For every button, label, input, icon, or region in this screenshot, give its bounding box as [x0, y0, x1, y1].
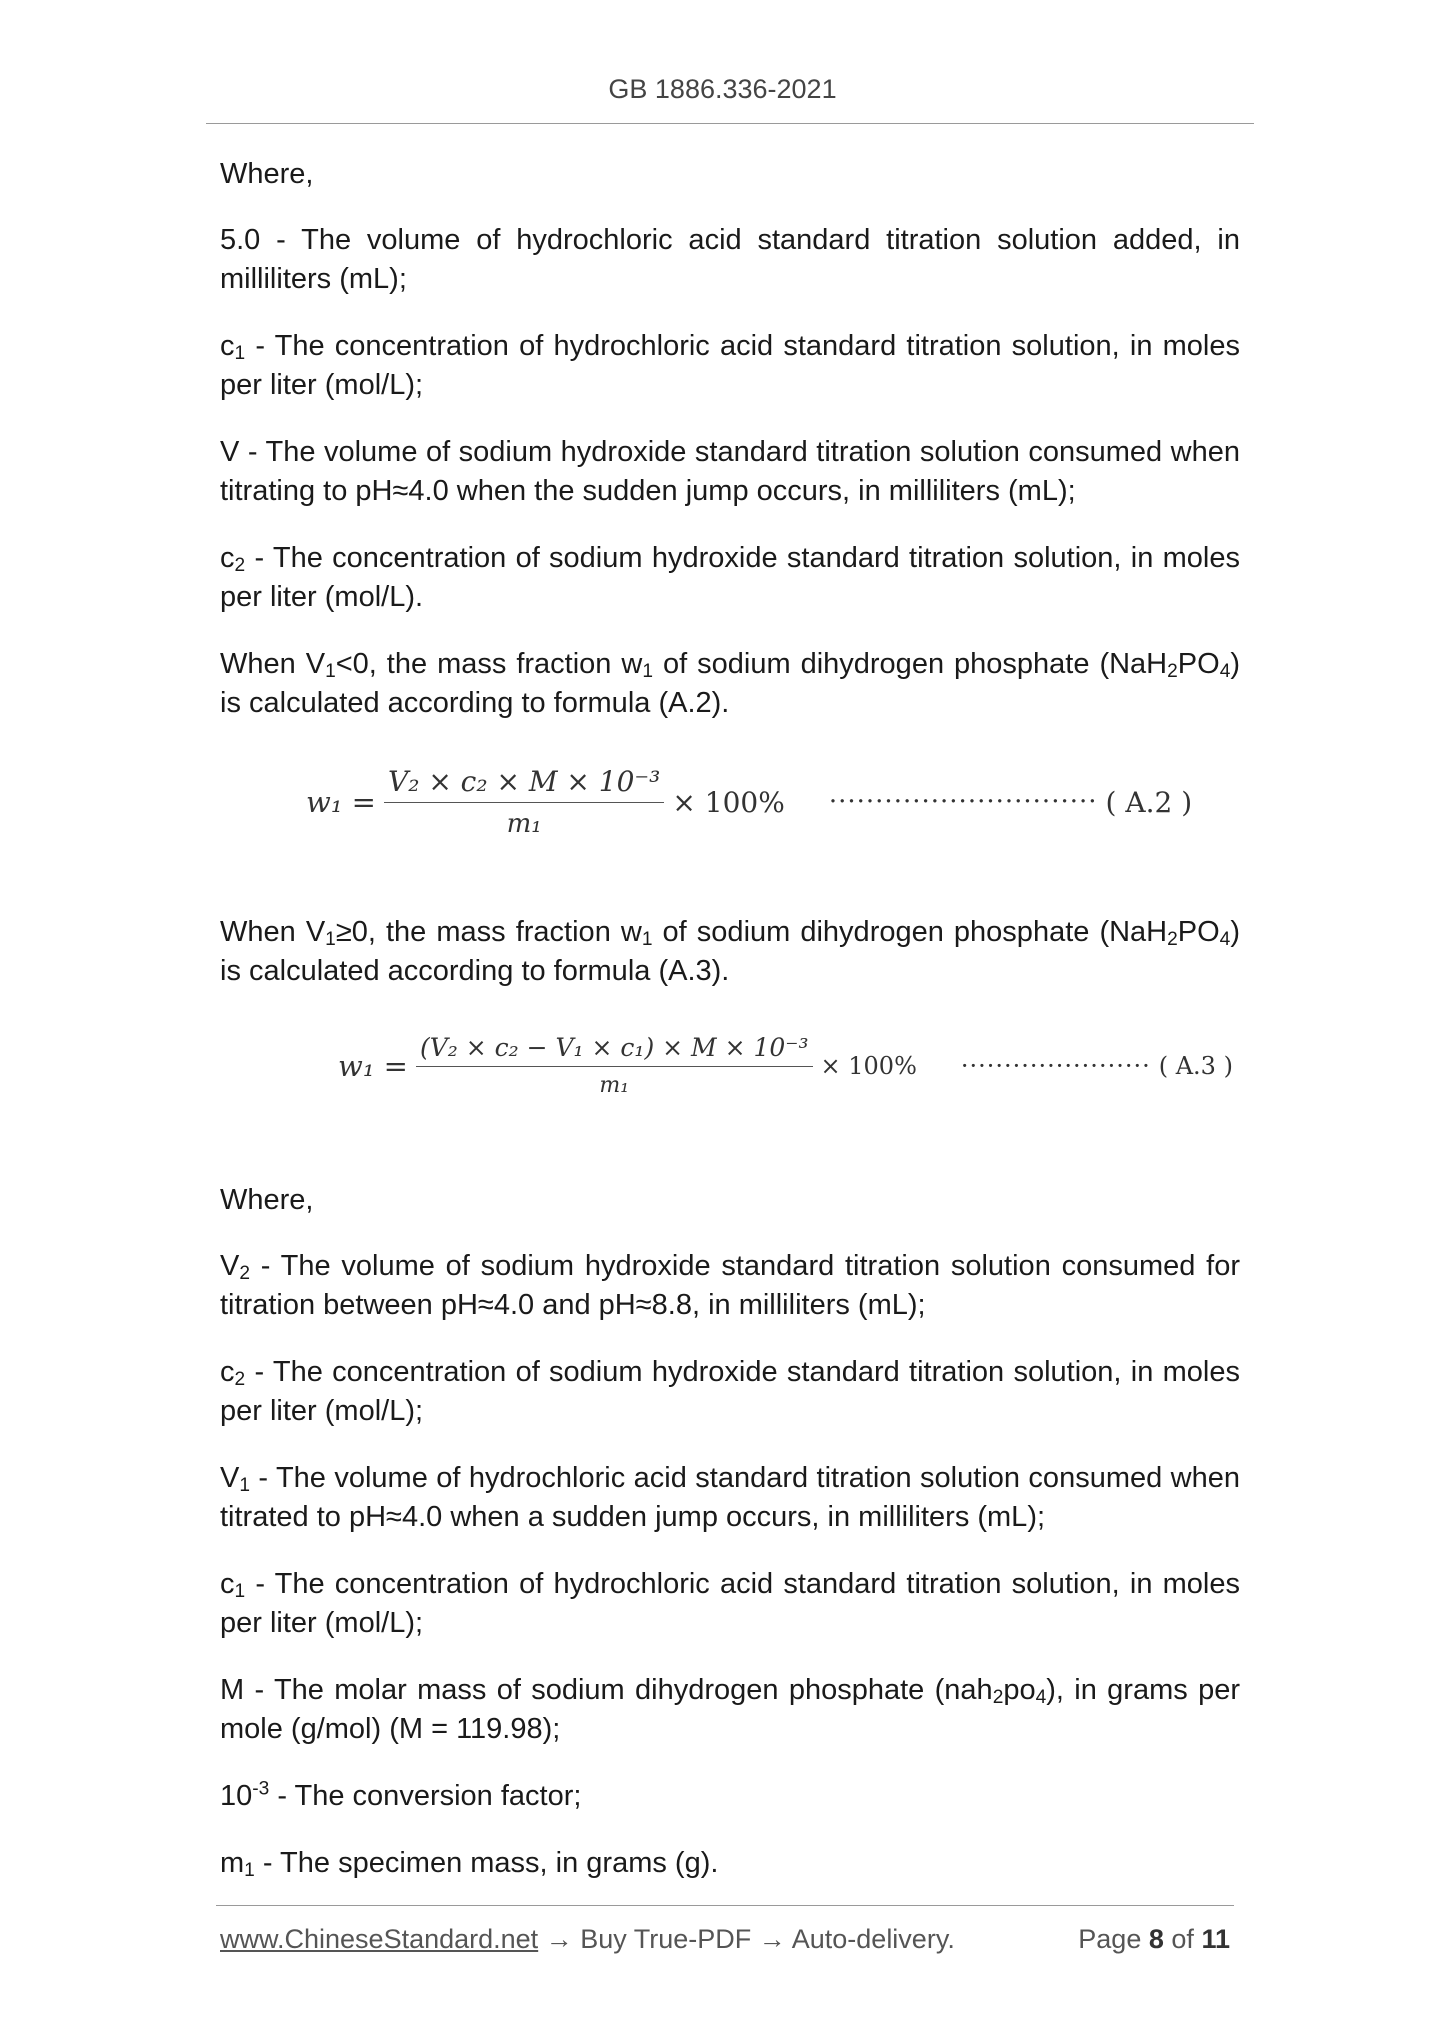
definition-m: [220, 1671, 1240, 1749]
symbol: V: [220, 1250, 240, 1282]
subscript: 1: [244, 1860, 255, 1882]
formula-leader: ······················: [960, 1051, 1151, 1080]
subscript: 4: [1035, 1687, 1047, 1709]
definition-text: - The concentration of hydrochloric acid standard titration solution, in moles per liter (mol/L);: [220, 330, 1240, 401]
formula-a2: [220, 751, 1240, 881]
definition-m1: [220, 1844, 1240, 1883]
website-link[interactable]: www.ChineseStandard.net: [220, 1924, 539, 1954]
subscript: 1: [234, 1581, 246, 1603]
subscript: 4: [1219, 661, 1231, 683]
symbol: c: [220, 1568, 235, 1600]
text-segment: po: [1003, 1674, 1036, 1706]
footer-divider: [216, 1905, 1234, 1906]
subscript: 2: [234, 555, 246, 577]
symbol: m: [220, 1847, 245, 1879]
document-header: GB 1886.336-2021: [608, 74, 837, 104]
symbol: c: [220, 1356, 235, 1388]
page-indicator: [1078, 1924, 1230, 1955]
formula-leader: ·····························: [828, 787, 1098, 817]
where-label-1: Where,: [220, 158, 314, 190]
formula-lhs: w₁ =: [338, 1048, 408, 1083]
text-segment: M - The molar mass of sodium dihydrogen phosphate (nah: [220, 1674, 993, 1706]
definition-5-0: 5.0 - The volume of hydrochloric acid standard titration solution added, in milliliters (mL);: [220, 224, 1240, 295]
symbol: c: [220, 542, 235, 574]
page-total: 11: [1201, 1924, 1230, 1954]
text-segment: of sodium dihydrogen phosphate (NaH: [652, 916, 1168, 948]
text-segment: of sodium dihydrogen phosphate (NaH: [653, 648, 1168, 680]
header-divider: [206, 123, 1254, 124]
text-segment: PO: [1177, 916, 1220, 948]
text-segment: ) is calculated according to formula (A.2).: [220, 648, 1240, 719]
text-segment: ) is calculated according to formula (A.3).: [220, 916, 1240, 987]
formula-fraction: [384, 765, 664, 839]
symbol: c: [220, 330, 235, 362]
formula-numerator: (V₂ × c₂ − V₁ × c₁) × M × 10⁻³: [416, 1033, 813, 1067]
text-segment: ≥0, the mass fraction w: [335, 916, 642, 948]
definition-c2: [220, 539, 1240, 617]
base: 10: [220, 1780, 253, 1812]
footer-tagline: → Buy True-PDF → Auto-delivery.: [538, 1924, 955, 1954]
definition-v2: [220, 1247, 1240, 1325]
definition-text: - The concentration of sodium hydroxide standard titration solution, in moles per liter (mol/L).: [220, 542, 1240, 613]
definition-v1: [220, 1459, 1240, 1537]
definition-text: - The specimen mass, in grams (g).: [254, 1847, 719, 1879]
text-segment: ), in grams per mole (g/mol) (M = 119.98);: [220, 1674, 1240, 1745]
definition-text: - The conversion factor;: [269, 1780, 582, 1812]
definition-text: - The concentration of hydrochloric acid standard titration solution, in moles per liter (mol/L);: [220, 1568, 1240, 1639]
subscript: 2: [234, 1369, 246, 1391]
formula-label: ( A.3 ): [1158, 1051, 1233, 1080]
text-segment: PO: [1177, 648, 1220, 680]
subscript: 2: [992, 1687, 1004, 1709]
formula-numerator: V₂ × c₂ × M × 10⁻³: [384, 765, 664, 803]
subscript: 2: [1167, 661, 1178, 683]
formula-denominator: m₁: [506, 809, 542, 839]
document-body: [220, 155, 1240, 1911]
subscript: 1: [325, 929, 336, 951]
formula-factor: × 100%: [672, 785, 785, 819]
formula-denominator: m₁: [599, 1073, 630, 1098]
formula-label: ( A.2 ): [1105, 785, 1193, 819]
formula-a2-expression: [306, 765, 1192, 839]
subscript: 4: [1219, 929, 1231, 951]
definition-v: V - The volume of sodium hydroxide standard titration solution consumed when titrating to pH≈4.0 when the sudden jump occurs, in milliliters (mL);: [220, 436, 1240, 507]
definition-text: - The volume of sodium hydroxide standard titration solution consumed for titration between pH≈4.0 and pH≈8.8, in milliliters (mL);: [220, 1250, 1240, 1321]
formula-factor: × 100%: [820, 1051, 917, 1080]
definition-text: - The volume of hydrochloric acid standard titration solution consumed when titrated to pH≈4.0 when a sudden jump occurs, in milliliters (mL);: [220, 1462, 1240, 1533]
of-word: of: [1171, 1924, 1194, 1954]
subscript: 2: [239, 1263, 250, 1285]
definition-c1: [220, 327, 1240, 405]
condition-v1-nonnegative: [220, 913, 1240, 991]
subscript: 1: [641, 929, 653, 951]
page-word: Page: [1078, 1924, 1142, 1954]
subscript: 1: [239, 1475, 250, 1497]
subscript: 1: [642, 661, 653, 683]
formula-lhs: w₁ =: [306, 785, 376, 819]
symbol: V: [220, 1462, 240, 1494]
formula-a3: [220, 1019, 1240, 1149]
text-segment: <0, the mass fraction w: [335, 648, 643, 680]
subscript: 1: [234, 343, 246, 365]
definition-text: - The concentration of sodium hydroxide standard titration solution, in moles per liter (mol/L);: [220, 1356, 1240, 1427]
page-number: 8: [1148, 1924, 1164, 1954]
definition-conversion-factor: [220, 1777, 1240, 1816]
definition-c1-second: [220, 1565, 1240, 1643]
text-segment: When V: [220, 916, 326, 948]
condition-v1-negative: [220, 645, 1240, 723]
page-footer: [220, 1924, 1230, 1955]
subscript: 1: [325, 661, 336, 683]
formula-fraction: [416, 1033, 813, 1098]
definition-c2-second: [220, 1353, 1240, 1431]
where-label-2: Where,: [220, 1184, 314, 1216]
formula-a3-expression: [338, 1033, 1233, 1098]
subscript: 2: [1167, 929, 1178, 951]
superscript: -3: [252, 1778, 270, 1800]
text-segment: When V: [220, 648, 326, 680]
